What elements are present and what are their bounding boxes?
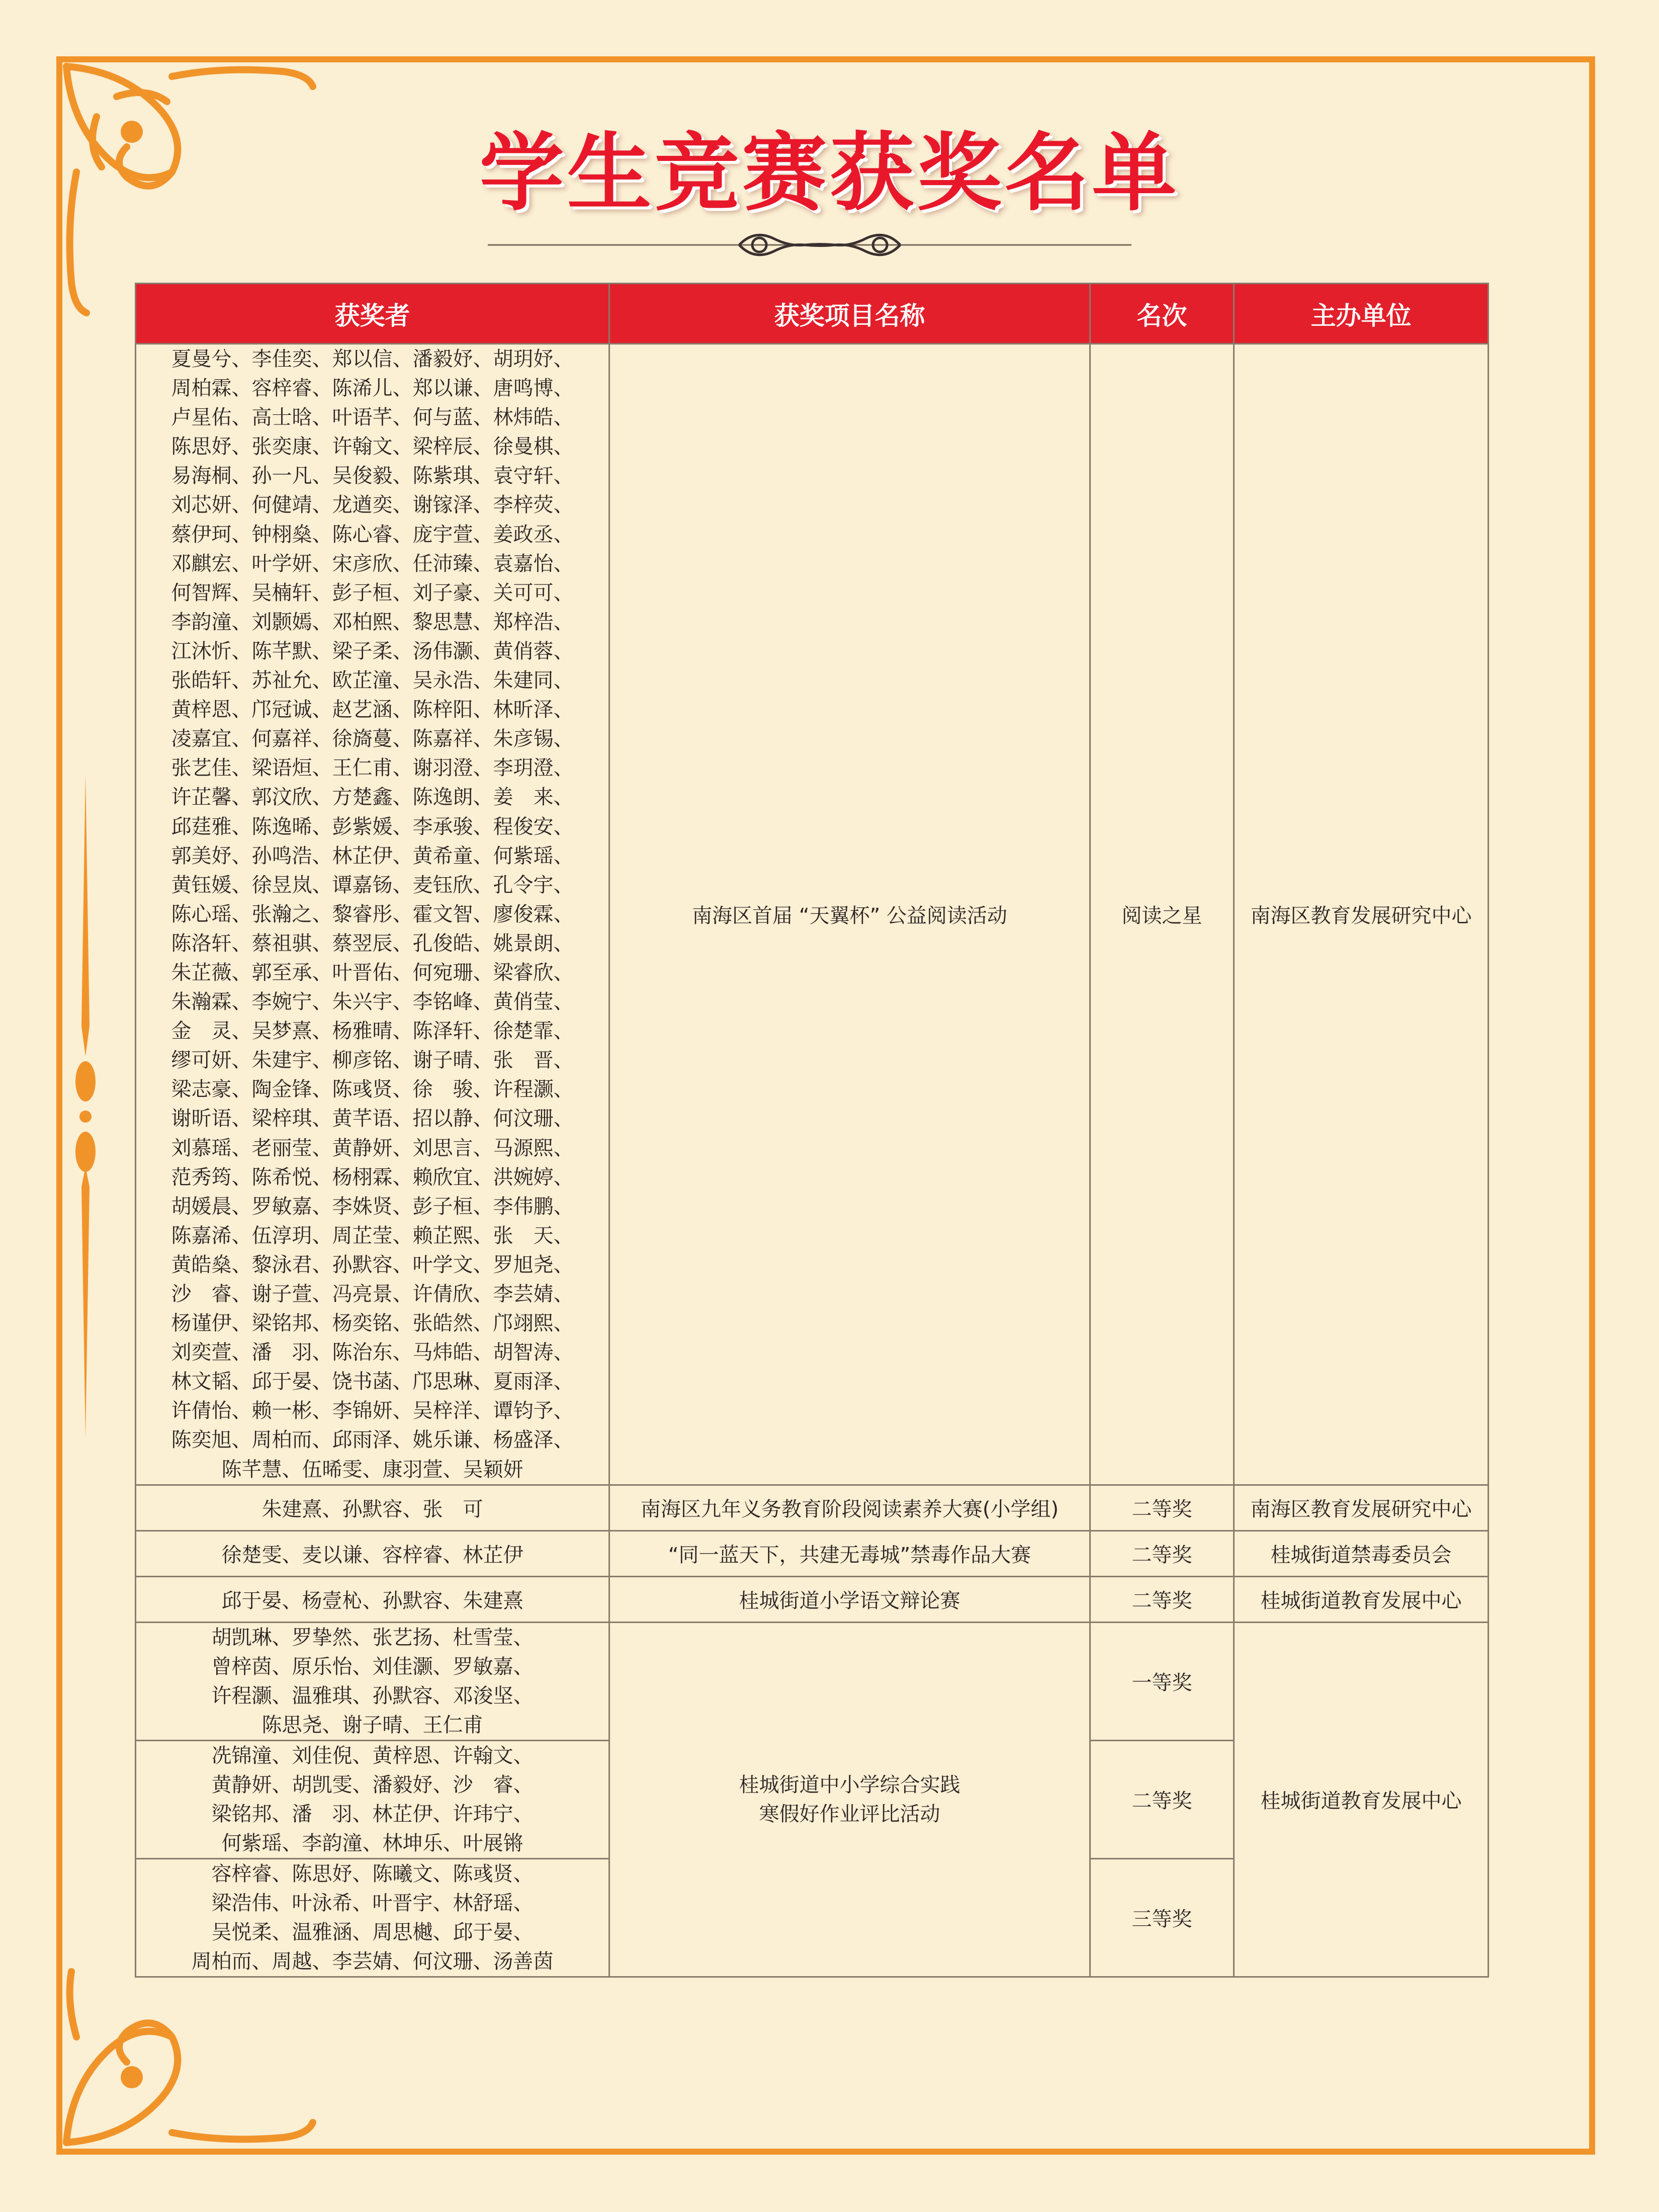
winner-names-line: 曾梓茵、原乐怡、刘佳灏、罗敏嘉、 bbox=[211, 1655, 534, 1678]
rank-cell: 二等奖 bbox=[1090, 1485, 1234, 1530]
winner-names-line: 周柏而、周越、李芸婧、何汶珊、汤善茵 bbox=[191, 1949, 554, 1973]
winner-names-line: 邱莛雅、陈逸晞、彭紫媛、李承骏、程俊安、 bbox=[171, 815, 574, 838]
winner-names-line: 邓麒宏、叶学妍、宋彦欣、任沛臻、袁嘉怡、 bbox=[171, 552, 574, 575]
winner-names-line: 朱瀚霖、李婉宁、朱兴宇、李铭峰、黄俏莹、 bbox=[171, 990, 574, 1014]
table-row bbox=[136, 1485, 1489, 1530]
winners-cell bbox=[136, 1622, 609, 1740]
table-row bbox=[136, 344, 1489, 1485]
winners-cell: 邱于晏、杨壹杺、孙默容、朱建熹 bbox=[136, 1576, 609, 1622]
header-organizer: 主办单位 bbox=[1234, 284, 1489, 344]
table-row bbox=[136, 1622, 1489, 1740]
winner-names-line: 易海桐、孙一凡、吴俊毅、陈紫琪、袁守轩、 bbox=[171, 464, 574, 488]
winner-names-line: 许芷馨、郭汶欣、方楚鑫、陈逸朗、姜 来、 bbox=[171, 786, 574, 809]
organizer-cell: 南海区教育发展研究中心 bbox=[1234, 344, 1489, 1485]
winner-names-line: 梁浩伟、叶泳希、叶晋宇、林舒瑶、 bbox=[211, 1891, 534, 1915]
winners-cell: 徐楚雯、麦以谦、容梓睿、林芷伊 bbox=[136, 1530, 609, 1576]
winner-names-line: 缪可妍、朱建宇、柳彦铭、谢子晴、张 晋、 bbox=[171, 1049, 574, 1072]
rank-cell: 三等奖 bbox=[1090, 1858, 1234, 1977]
project-cell: 南海区九年义务教育阶段阅读素养大赛(小学组) bbox=[609, 1485, 1090, 1530]
winner-names-line: 刘慕瑶、老丽莹、黄静妍、刘思言、马源熙、 bbox=[171, 1136, 574, 1160]
winner-names-line: 黄梓恩、邝冠诚、赵艺涵、陈梓阳、林昕泽、 bbox=[171, 698, 574, 722]
corner-rosette-icon bbox=[121, 2066, 143, 2088]
table-row bbox=[136, 1576, 1489, 1622]
winner-names-line: 沙 睿、谢子萱、冯亮景、许倩欣、李芸婧、 bbox=[171, 1283, 574, 1306]
winner-names-line: 张艺佳、梁语烜、王仁甫、谢羽澄、李玥澄、 bbox=[171, 756, 574, 780]
winner-names-line: 陈嘉浠、伍淳玥、周芷莹、赖芷熙、张 天、 bbox=[171, 1224, 574, 1247]
winner-names-line: 陈洛轩、蔡祖骐、蔡翌辰、孔俊皓、姚景朗、 bbox=[171, 931, 574, 955]
project-line: 桂城街道中小学综合实践 bbox=[739, 1773, 961, 1797]
winner-names-line: 吴悦柔、温雅涵、周思樾、邱于晏、 bbox=[211, 1920, 534, 1944]
winner-names-line: 陈思尧、谢子晴、王仁甫 bbox=[261, 1713, 483, 1737]
rank-cell: 一等奖 bbox=[1090, 1622, 1234, 1740]
winner-names-line: 陈芊慧、伍晞雯、康羽萱、吴颖妍 bbox=[221, 1458, 523, 1481]
header-winners: 获奖者 bbox=[136, 284, 609, 344]
rank-cell: 二等奖 bbox=[1090, 1530, 1234, 1576]
winner-names-line: 胡凯琳、罗挚然、张艺扬、杜雪莹、 bbox=[211, 1626, 534, 1649]
winner-names-line: 梁铭邦、潘 羽、林芷伊、许玮宁、 bbox=[211, 1802, 534, 1826]
winner-names-line: 刘芯妍、何健靖、龙遒奕、谢镓泽、李梓荧、 bbox=[171, 493, 574, 517]
winner-names-line: 金 灵、吴梦熹、杨雅晴、陈泽轩、徐楚霏、 bbox=[171, 1019, 574, 1043]
winner-names-line: 冼锦潼、刘佳倪、黄梓恩、许翰文、 bbox=[211, 1744, 534, 1767]
winner-names-line: 谢昕语、梁梓琪、黄芊语、招以静、何汶珊、 bbox=[171, 1107, 574, 1131]
winner-names-line: 范秀筠、陈希悦、杨栩霖、赖欣宜、洪婉婷、 bbox=[171, 1165, 574, 1189]
winners-cell: 朱建熹、孙默容、张 可 bbox=[136, 1485, 609, 1530]
rank-cell: 阅读之星 bbox=[1090, 344, 1234, 1485]
winner-names-line: 许程灏、温雅琪、孙默容、邓浚坚、 bbox=[211, 1684, 534, 1708]
table-row bbox=[136, 1530, 1489, 1576]
title-divider bbox=[488, 221, 1172, 267]
winner-names-line: 李韵潼、刘颢嫣、邓柏熙、黎思慧、郑梓浩、 bbox=[171, 610, 574, 634]
winner-names-line: 卢星佑、高士晗、叶语芊、何与蓝、林炜皓、 bbox=[171, 406, 574, 430]
winner-names-line: 郭美妤、孙鸣浩、林芷伊、黄希童、何紫瑶、 bbox=[171, 844, 574, 868]
winner-names-line: 凌嘉宜、何嘉祥、徐旖蔓、陈嘉祥、朱彦锡、 bbox=[171, 727, 574, 751]
page-title: 学生竞赛获奖名单 bbox=[479, 124, 1180, 222]
winner-names-line: 蔡伊珂、钟栩燊、陈心睿、庞宇萱、姜政丞、 bbox=[171, 523, 574, 546]
award-table bbox=[135, 283, 1489, 1978]
rank-cell: 二等奖 bbox=[1090, 1740, 1234, 1858]
winner-names-line: 黄皓燊、黎泳君、孙默容、叶学文、罗旭尧、 bbox=[171, 1253, 574, 1277]
winner-names-line: 梁志豪、陶金锋、陈彧贤、徐 骏、许程灏、 bbox=[171, 1078, 574, 1101]
winner-names-line: 刘奕萱、潘 羽、陈治东、马炜皓、胡智涛、 bbox=[171, 1341, 574, 1365]
winner-names-line: 夏曼兮、李佳奕、郑以信、潘毅妤、胡玥妤、 bbox=[171, 348, 574, 371]
corner-ornament-bottom-left bbox=[56, 1962, 318, 2153]
project-cell bbox=[609, 1622, 1090, 1977]
rank-cell: 二等奖 bbox=[1090, 1576, 1234, 1622]
winner-names-line: 何智辉、吴楠轩、彭子桓、刘子豪、关可可、 bbox=[171, 581, 574, 605]
winners-cell bbox=[136, 1858, 609, 1977]
project-cell: “同一蓝天下，共建无毒城”禁毒作品大赛 bbox=[609, 1530, 1090, 1576]
winner-names-line: 周柏霖、容梓睿、陈浠儿、郑以谦、唐鸣博、 bbox=[171, 377, 574, 400]
winner-names-line: 黄钰媛、徐昱岚、谭嘉钖、麦钰欣、孔令宇、 bbox=[171, 873, 574, 897]
winner-names-line: 黄静妍、胡凯雯、潘毅妤、沙 睿、 bbox=[211, 1773, 534, 1797]
organizer-cell: 桂城街道禁毒委员会 bbox=[1234, 1530, 1489, 1576]
winner-names-line: 许倩怡、赖一彬、李锦妍、吴梓洋、谭钧予、 bbox=[171, 1399, 574, 1423]
winners-cell bbox=[136, 344, 609, 1485]
organizer-cell: 南海区教育发展研究中心 bbox=[1234, 1485, 1489, 1530]
winner-names-line: 江沐忻、陈芊默、梁子柔、汤伟灏、黄俏蓉、 bbox=[171, 639, 574, 663]
winner-names-line: 林文韬、邱于晏、饶书菡、邝思琳、夏雨泽、 bbox=[171, 1370, 574, 1394]
winner-names-line: 陈思妤、张奕康、许翰文、梁梓辰、徐曼棋、 bbox=[171, 435, 574, 459]
winner-names-line: 何紫瑶、李韵潼、林坤乐、叶展锵 bbox=[221, 1831, 523, 1855]
organizer-cell: 桂城街道教育发展中心 bbox=[1234, 1622, 1489, 1977]
winner-names-line: 容梓睿、陈思妤、陈曦文、陈彧贤、 bbox=[211, 1862, 534, 1886]
winner-names-line: 陈奕旭、周柏而、邱雨泽、姚乐谦、杨盛泽、 bbox=[171, 1428, 574, 1452]
winner-names-line: 胡媛晨、罗敏嘉、李姝贤、彭子桓、李伟鹏、 bbox=[171, 1195, 574, 1218]
winner-names-line: 朱芷薇、郭至承、叶晋佑、何宛珊、梁睿欣、 bbox=[171, 961, 574, 984]
header-project: 获奖项目名称 bbox=[609, 284, 1090, 344]
project-line: 寒假好作业评比活动 bbox=[759, 1802, 940, 1826]
side-ornament bbox=[70, 775, 101, 1438]
winner-names-line: 杨谨伊、梁铭邦、杨奕铭、张皓然、邝翊熙、 bbox=[171, 1312, 574, 1335]
table-header-row bbox=[136, 284, 1489, 344]
organizer-cell: 桂城街道教育发展中心 bbox=[1234, 1576, 1489, 1622]
header-rank: 名次 bbox=[1090, 284, 1234, 344]
project-cell: 桂城街道小学语文辩论赛 bbox=[609, 1576, 1090, 1622]
winners-cell bbox=[136, 1740, 609, 1858]
winner-names-line: 张皓轩、苏祉允、欧芷潼、吴永浩、朱建同、 bbox=[171, 669, 574, 693]
winner-names-line: 陈心瑶、张瀚之、黎睿彤、霍文智、廖俊霖、 bbox=[171, 902, 574, 926]
project-cell: 南海区首届 “天翼杯” 公益阅读活动 bbox=[609, 344, 1090, 1485]
